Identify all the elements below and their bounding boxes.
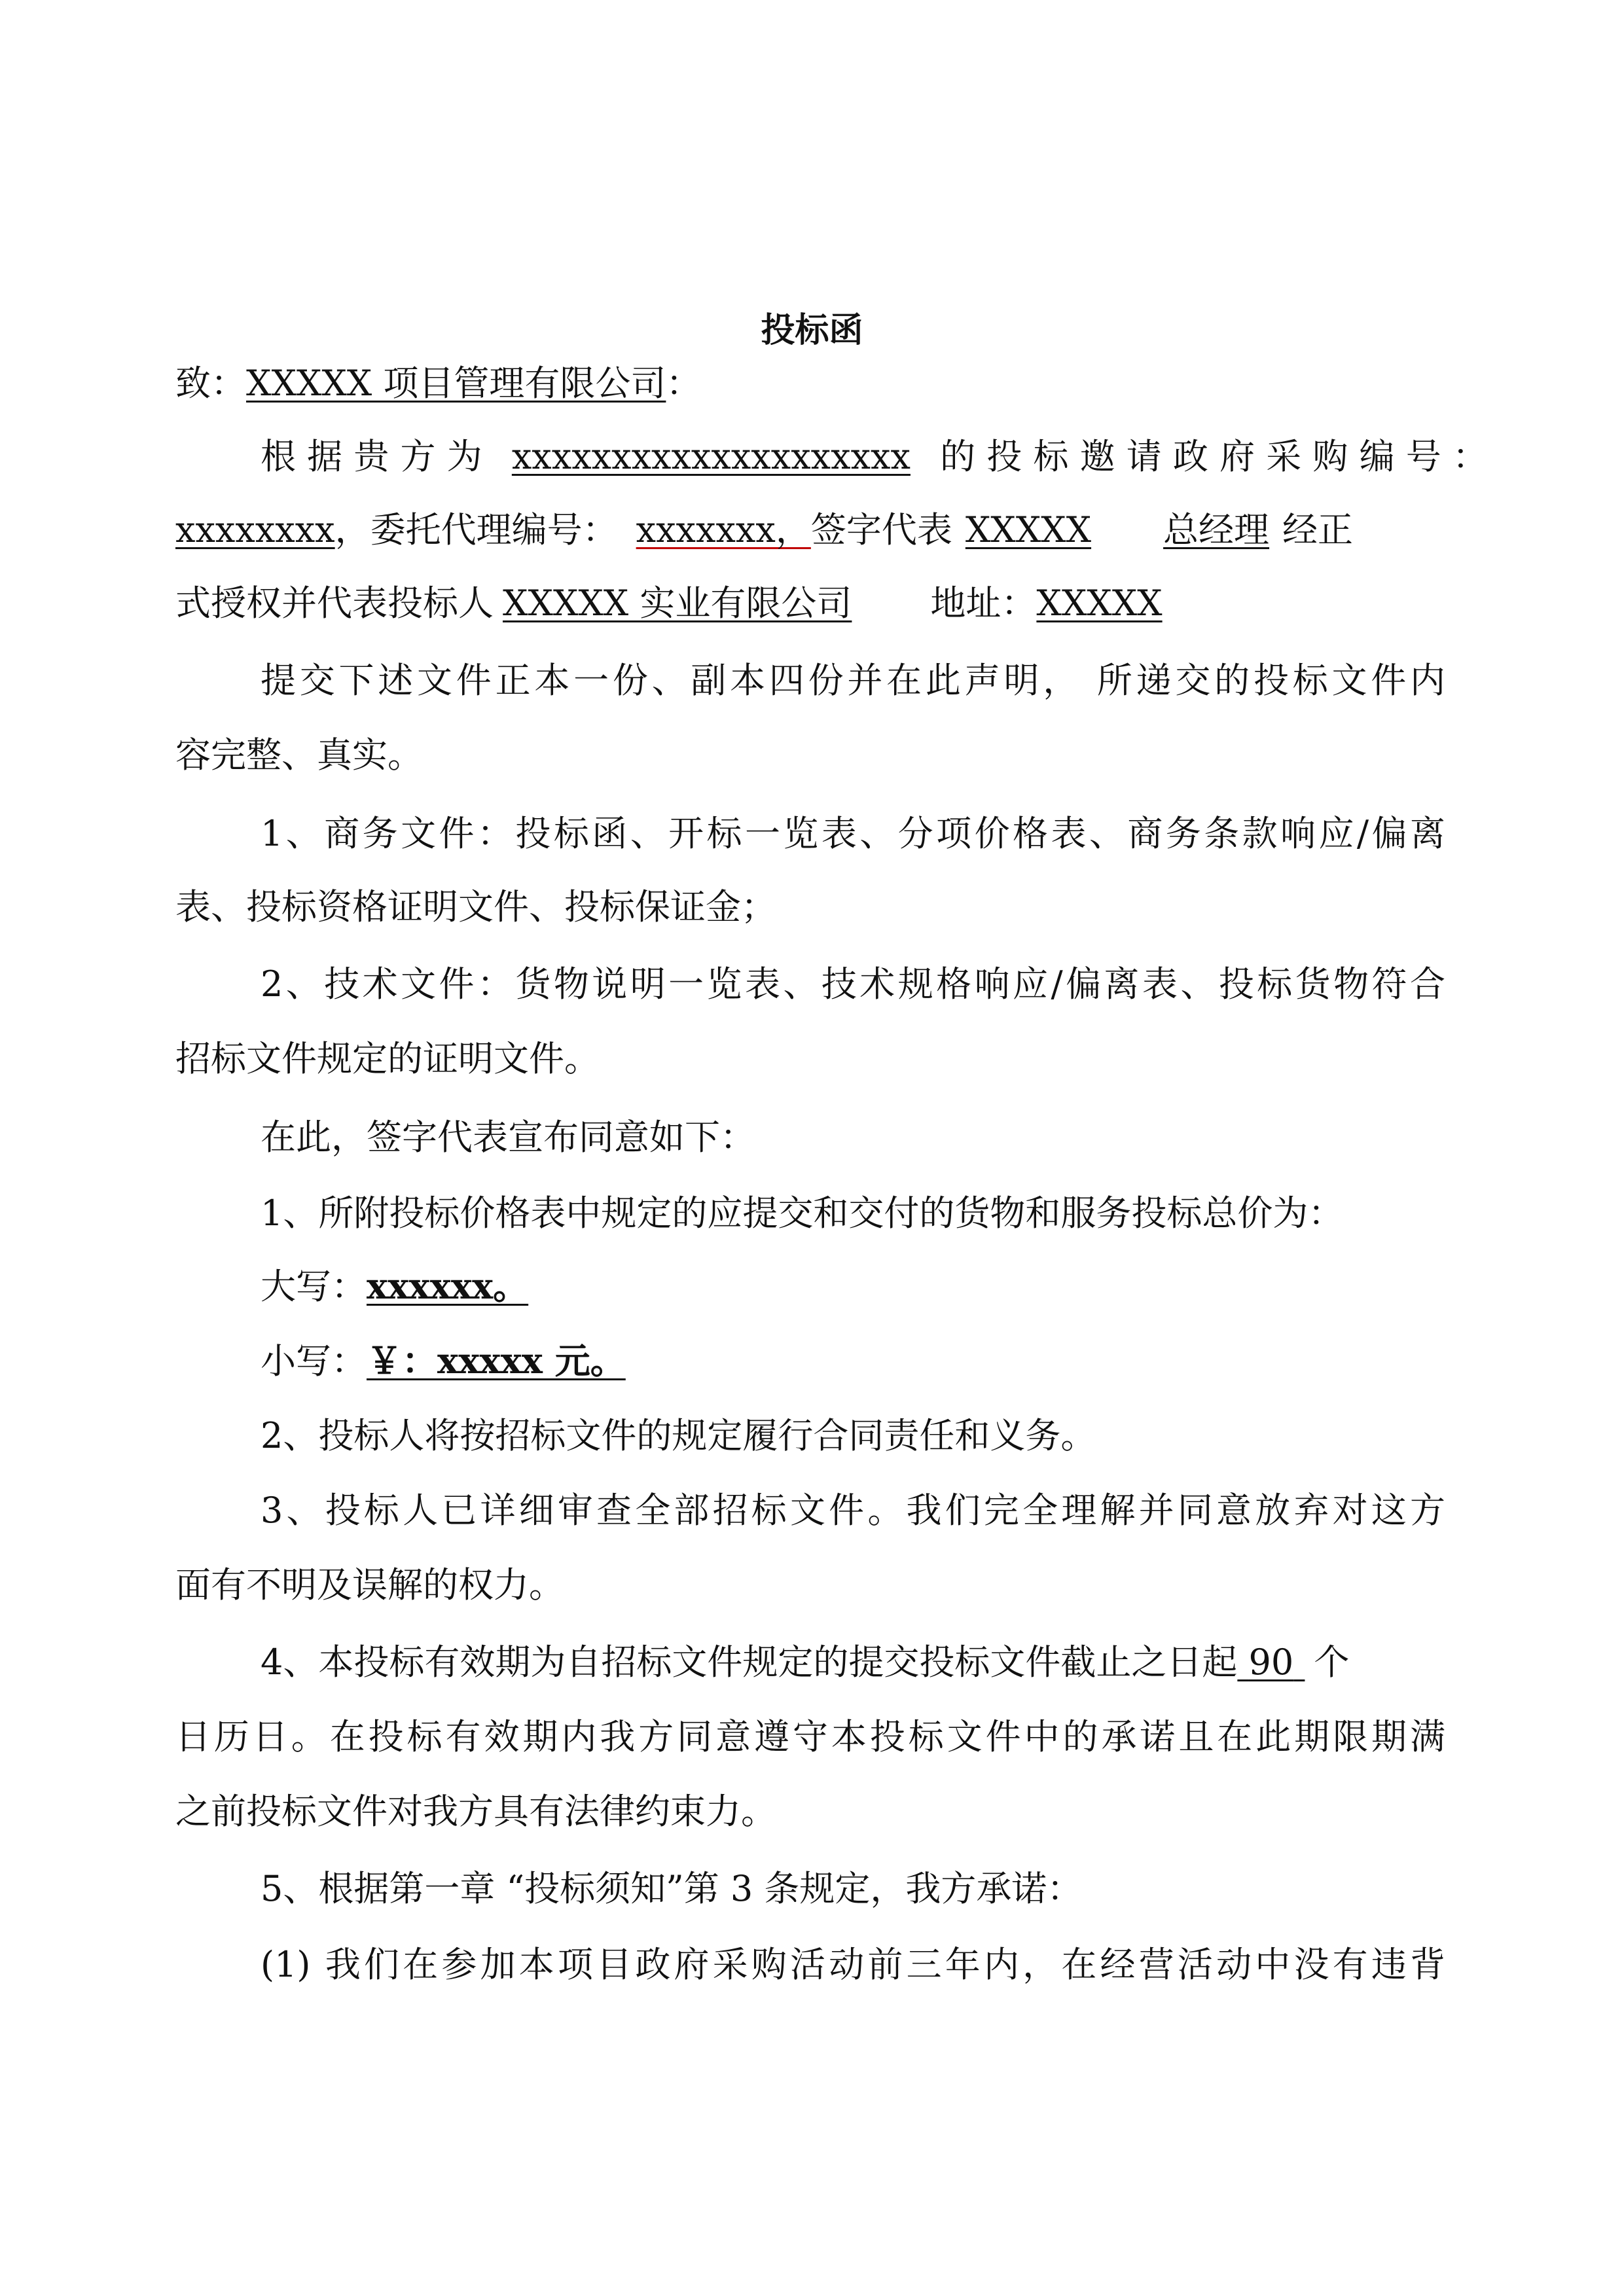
price-lower-value: ￥：xxxxx 元。: [367, 1340, 626, 1382]
intro-text: 签字代表: [810, 509, 952, 550]
salutation-suffix: ：: [666, 363, 702, 404]
procurement-number: xxxxxxxx: [175, 509, 335, 550]
term-5-item-1: (1) 我们在参加本项目政府采购活动前三年内，在经营活动中没有违背: [261, 1944, 1445, 1985]
page-title: 投标函: [761, 311, 863, 350]
price-upper-value: xxxxxx。: [367, 1265, 529, 1307]
salutation-prefix: 致：: [175, 363, 246, 404]
agency-number: xxxxxxx，: [636, 509, 811, 550]
intro-line-3: [175, 581, 1445, 626]
intro-text: 式授权并代表投标人: [175, 583, 494, 624]
term-4-text: 个: [1314, 1641, 1350, 1683]
address-label: 地址：: [930, 583, 1037, 624]
price-upper-line: [261, 1265, 1445, 1309]
representative-name: XXXXX: [965, 509, 1092, 550]
docs-item-1-line-2: 表、投标资格证明文件、投标保证金；: [175, 886, 776, 927]
salutation-line: [175, 361, 1445, 406]
term-3-line-1: 3、投标人已详细审查全部招标文件。我们完全理解并同意放弃对这方: [261, 1490, 1445, 1531]
price-lower-label: 小写：: [261, 1340, 367, 1382]
validity-days-value: 90: [1248, 1641, 1294, 1683]
intro-text: 根 据 贵 方 为: [261, 436, 482, 477]
docs-item-1-line-1: 1、商务文件：投标函、开标一览表、分项价格表、商务条款响应/偏离: [261, 813, 1445, 854]
intro-text: 的 投 标 邀 请 政 府 采 购 编 号 ：: [940, 436, 1488, 477]
declaration: 在此，签字代表宣布同意如下：: [261, 1117, 755, 1158]
intro-text: 经正: [1282, 509, 1354, 550]
docs-item-2-line-2: 招标文件规定的证明文件。: [175, 1038, 600, 1079]
intro-text: ，委托代理编号：: [334, 509, 618, 550]
term-4-line-3: 之前投标文件对我方具有法律约束力。: [175, 1791, 776, 1832]
recipient-company: XXXXX 项目管理有限公司: [246, 363, 666, 404]
term-1: 1、所附投标价格表中规定的应提交和交付的货物和服务投标总价为：: [261, 1193, 1344, 1234]
price-lower-line: [261, 1339, 1445, 1384]
term-5: 5、根据第一章 “投标须知”第 3 条规定，我方承诺：: [261, 1868, 1083, 1909]
project-name: xxxxxxxxxxxxxxxxxxxx: [511, 436, 911, 477]
term-2: 2、投标人将按招标文件的规定履行合同责任和义务。: [261, 1415, 1096, 1456]
submit-line-1: 提交下述文件正本一份、副本四份并在此声明， 所递交的投标文件内: [261, 660, 1445, 701]
term-4-line-1: [261, 1640, 1445, 1685]
intro-line-1: [261, 435, 1488, 479]
validity-days: [1237, 1641, 1305, 1683]
price-upper-label: 大写：: [261, 1266, 367, 1307]
term-4-line-2: 日历日。在投标有效期内我方同意遵守本投标文件中的承诺且在此期限期满: [175, 1716, 1445, 1757]
address-value: XXXXX: [1036, 583, 1163, 624]
submit-line-2: 容完整、真实。: [175, 734, 423, 776]
term-3-line-2: 面有不明及误解的权力。: [175, 1564, 564, 1605]
docs-item-2-line-1: 2、技术文件：货物说明一览表、技术规格响应/偏离表、投标货物符合: [261, 963, 1445, 1005]
representative-title: 总经理: [1163, 509, 1270, 550]
term-4-text: 4、本投标有效期为自招标文件规定的提交投标文件截止之日起: [261, 1641, 1238, 1683]
intro-line-2: [175, 508, 1445, 552]
bidder-name: XXXXX 实业有限公司: [503, 583, 852, 624]
